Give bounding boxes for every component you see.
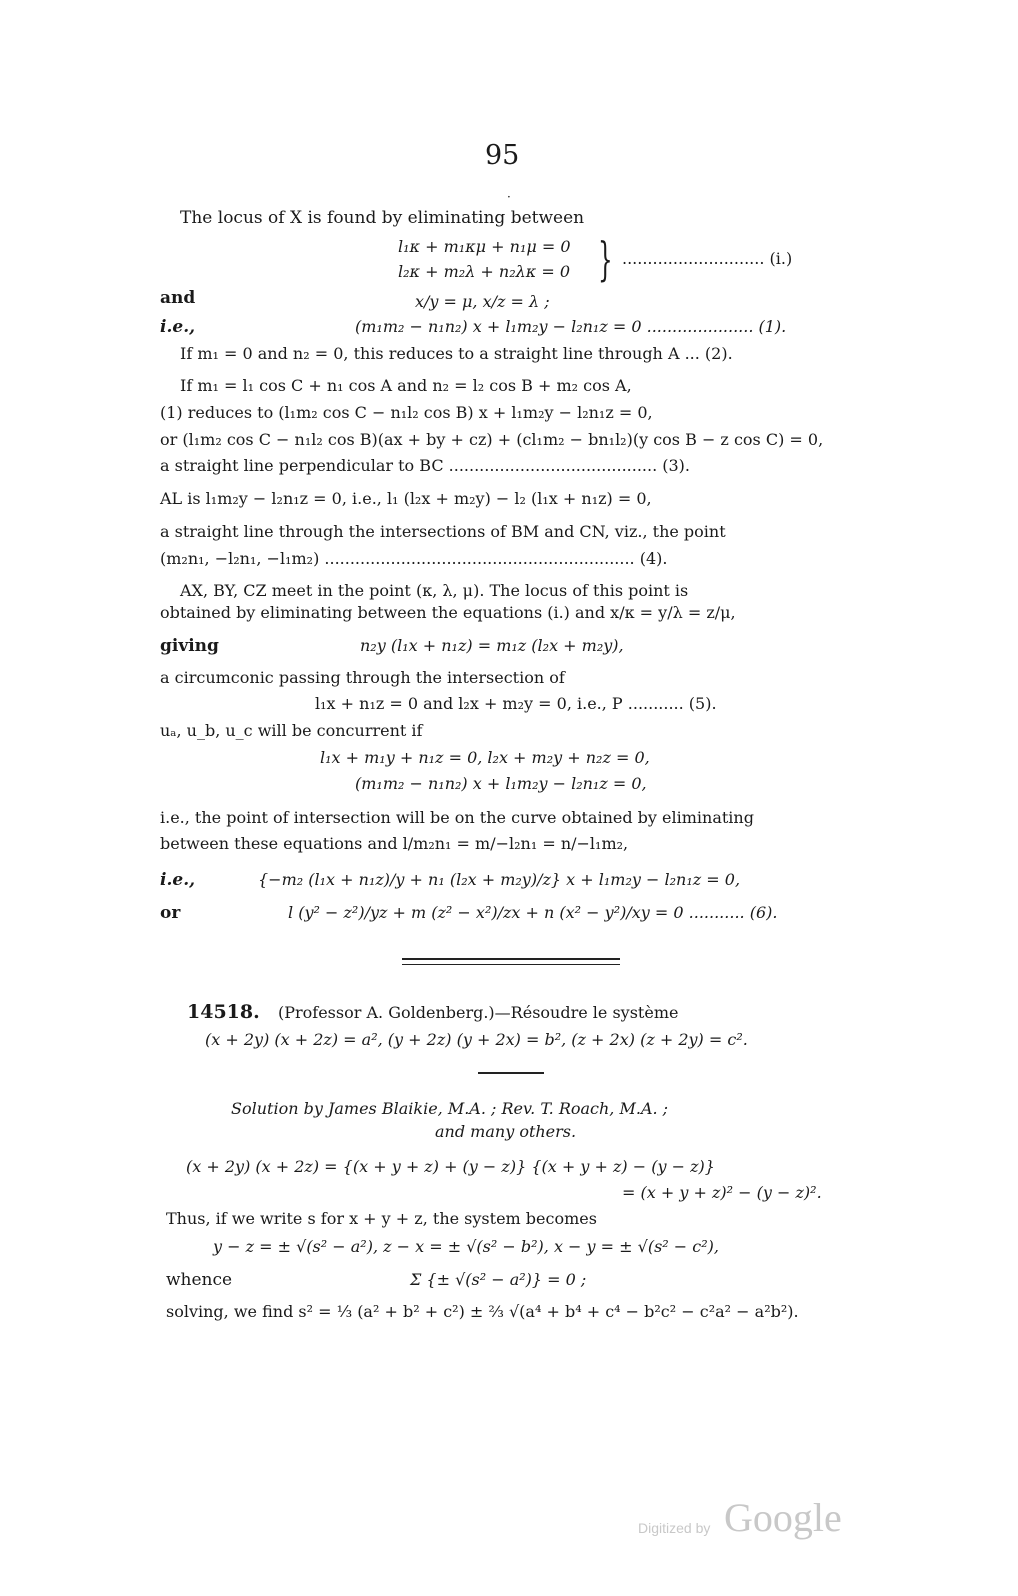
equation-6: l (y² − z²)/yz + m (z² − x²)/zx + n (x² − y²)/xy = 0 ........... (6). [288, 903, 778, 922]
text-line-l11: (1) reduces to (l₁m₂ cos C − n₁l₂ cos B) x + l₁m₂y − l₂n₁z = 0, [160, 403, 653, 422]
page-dot: · [507, 190, 511, 204]
text-line-l43: solving, we find s² = ⅓ (a² + b² + c²) ± ⅔ √(a⁴ + b⁴ + c⁴ − b²c² − c²a² − a²b²). [166, 1302, 799, 1321]
text-line-l15: a straight line through the intersections of BM and CN, viz., the point [160, 522, 726, 541]
text-line-l23: uₐ, u_b, u_c will be concurrent if [160, 721, 423, 740]
text-line-l14: AL is l₁m₂y − l₂n₁z = 0, i.e., l₁ (l₂x + m₂y) − l₂ (l₁x + n₁z) = 0, [160, 489, 652, 508]
text-line-l16: (m₂n₁, −l₂n₁, −l₁m₂) ............................................................. (4). [160, 549, 668, 568]
equation-l24: l₁x + m₁y + n₁z = 0, l₂x + m₂y + n₂z = 0, [320, 748, 650, 767]
text-line-l39: Thus, if we write s for x + y + z, the system becomes [166, 1209, 597, 1228]
divider-short [478, 1072, 544, 1074]
text-line-l18: obtained by eliminating between the equations (i.) and x/κ = y/λ = z/μ, [160, 603, 736, 622]
equation-label-i: ............................ (i.) [622, 249, 793, 268]
text-line-l21: a circumconic passing through the intersection of [160, 668, 565, 687]
text-line-whence: whence [166, 1270, 233, 1290]
text-line-ie-1: i.e., [160, 317, 196, 337]
equation-5: l₁x + n₁z = 0 and l₂x + m₂y = 0, i.e., P ........... (5). [315, 694, 717, 713]
equation-l20: n₂y (l₁x + n₁z) = m₁z (l₂x + m₂y), [360, 636, 624, 655]
question-heading: (Professor A. Goldenberg.)—Résoudre le système [278, 1003, 679, 1022]
divider-double-bottom [402, 964, 620, 965]
text-line-l10: If m₁ = l₁ cos C + n₁ cos A and n₂ = l₂ cos B + m₂ cos A, [180, 376, 632, 395]
text-line-ie-2: i.e., [160, 870, 196, 890]
text-line-l01: The locus of X is found by eliminating between [180, 208, 585, 228]
text-line-or: or [160, 903, 181, 923]
text-line-l17: AX, BY, CZ meet in the point (κ, λ, μ). The locus of this point is [180, 581, 689, 600]
divider-double-top [402, 958, 620, 960]
question-number: 14518. [187, 1001, 260, 1023]
equation-l42: Σ {± √(s² − a²)} = 0 ; [410, 1270, 587, 1289]
equation-l37: (x + 2y) (x + 2z) = {(x + y + z) + (y − z)} {(x + y + z) − (y − z)} [186, 1157, 715, 1176]
text-line-l12: or (l₁m₂ cos C − n₁l₂ cos B)(ax + by + cz) + (cl₁m₂ − bn₁l₂)(y cos B − z cos C) = 0, [160, 430, 824, 449]
equation-l38: = (x + y + z)² − (y − z)². [622, 1183, 822, 1202]
equation-l06: x/y = μ, x/z = λ ; [415, 292, 550, 311]
text-line-l09: If m₁ = 0 and n₂ = 0, this reduces to a straight line through A ... (2). [180, 344, 733, 363]
text-line-l13: a straight line perpendicular to BC ......................................... (3). [160, 456, 691, 475]
text-line-giving: giving [160, 636, 219, 656]
text-line-l27: between these equations and l/m₂n₁ = m/−l₂n₁ = n/−l₁m₂, [160, 834, 629, 853]
equation-l25: (m₁m₂ − n₁n₂) x + l₁m₂y − l₂n₁z = 0, [355, 774, 647, 793]
google-logo: Google [724, 1495, 842, 1540]
equation-1: (m₁m₂ − n₁n₂) x + l₁m₂y − l₂n₁z = 0 ..................... (1). [355, 317, 787, 336]
solution-credit: Solution by James Blaikie, M.A. ; Rev. T. Roach, M.A. ; [231, 1099, 669, 1118]
solution-credit-2: and many others. [435, 1122, 577, 1141]
equation-l40: y − z = ± √(s² − a²), z − x = ± √(s² − b²), x − y = ± √(s² − c²), [213, 1237, 719, 1256]
question-system: (x + 2y) (x + 2z) = a², (y + 2z) (y + 2x) = b², (z + 2x) (z + 2y) = c². [205, 1030, 748, 1049]
text-line-and: and [160, 288, 196, 308]
equation-l02: l₁κ + m₁κμ + n₁μ = 0 [398, 237, 571, 256]
text-line-l26: i.e., the point of intersection will be on the curve obtained by eliminating [160, 808, 754, 827]
watermark-small: Digitized by [638, 1520, 711, 1536]
equation-l03: l₂κ + m₂λ + n₂λκ = 0 [398, 262, 571, 281]
equation-l29: {−m₂ (l₁x + n₁z)/y + n₁ (l₂x + m₂y)/z} x + l₁m₂y − l₂n₁z = 0, [258, 870, 741, 889]
page-number: 95 [485, 140, 520, 171]
right-brace: } [598, 232, 613, 286]
